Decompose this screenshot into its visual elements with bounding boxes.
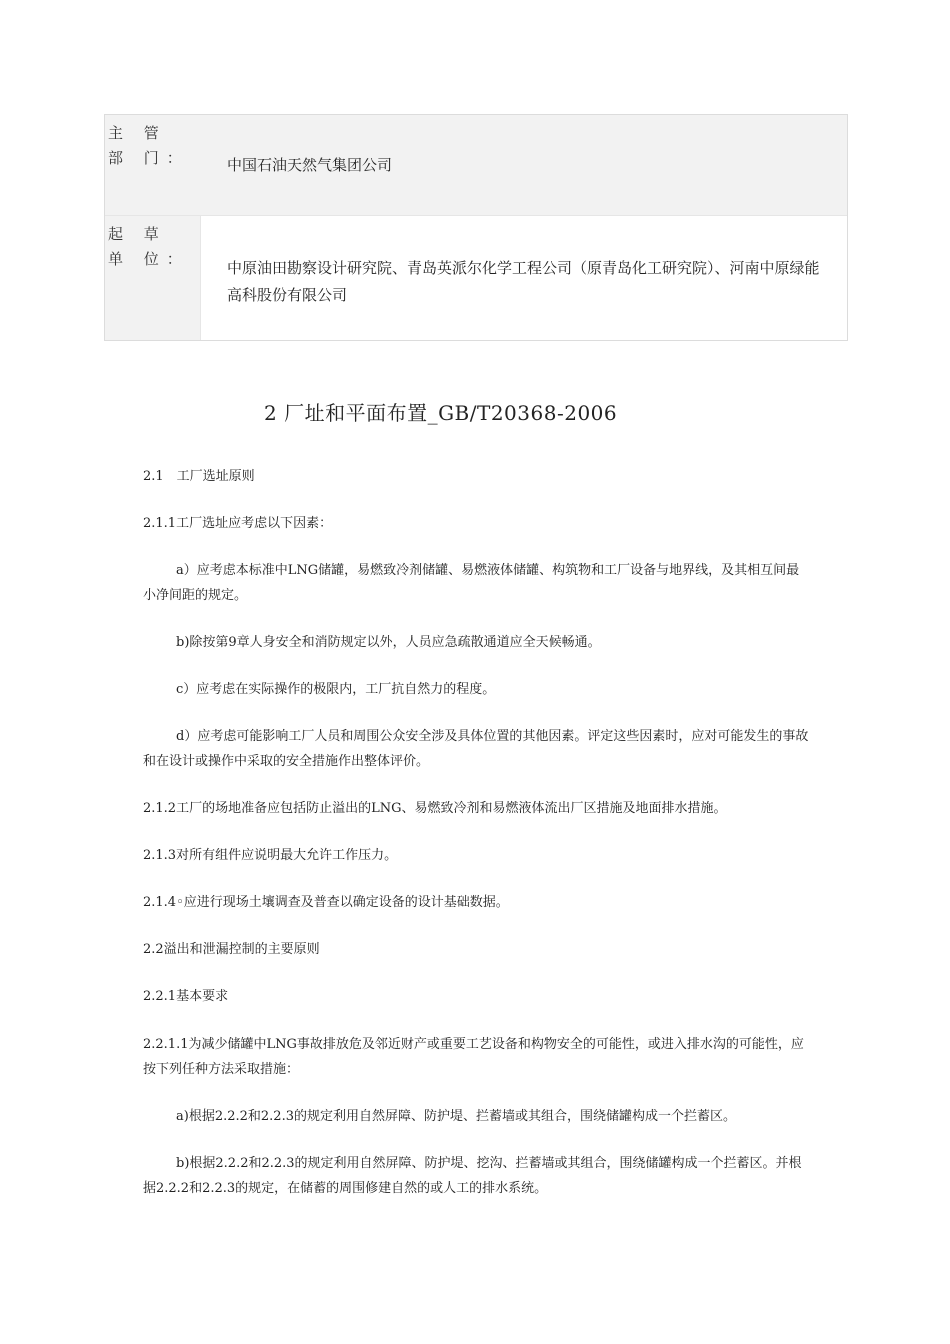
info-table [104, 114, 848, 341]
list-item-paragraph: a)根据2.2.2和2.2.3的规定利用自然屏障、防护堤、拦蓄墙或其组合，围绕储罐构成一个拦蓄区。 [176, 1109, 736, 1124]
clause-paragraph: 2.1.4◦应进行现场土壤调查及普查以确定设备的设计基础数据。 [143, 895, 509, 910]
drafter-value: 中原油田勘察设计研究院、青岛英派尔化学工程公司（原青岛化工研究院）、河南中原绿能高科股份有限公司 [227, 259, 820, 304]
list-item-paragraph: d）应考虑可能影响工厂人员和周围公众安全涉及具体位置的其他因素。评定这些因素时，应对可能发生的事故和在设计或操作中采取的安全措施作出整体评价。 [143, 729, 809, 769]
list-item-paragraph: b)除按第9章人身安全和消防规定以外，人员应急疏散通道应全天候畅通。 [176, 635, 601, 650]
clause-paragraph: 2.1.3对所有组件应说明最大允许工作压力。 [143, 848, 398, 863]
clause-paragraph: 2.2.1基本要求 [143, 989, 229, 1004]
department-value: 中国石油天然气集团公司 [227, 155, 393, 174]
clause-paragraph: 2.1.2工厂的场地准备应包括防止溢出的LNG、易燃致冷剂和易燃液体流出厂区措施及地面排水措施。 [143, 801, 727, 816]
section-heading: 2.1 工厂选址原则 [143, 469, 255, 484]
list-item-paragraph: b)根据2.2.2和2.2.3的规定利用自然屏障、防护堤、挖沟、拦蓄墙或其组合，围绕储罐构成一个拦蓄区。并根据2.2.2和2.2.3的规定，在储蓄的周围修建自然的或人工的排水系统。 [143, 1156, 802, 1196]
department-label: 主 管 部 门： [105, 115, 201, 215]
document-title: 2 厂址和平面布置_GB/T20368-2006 [264, 401, 618, 425]
clause-paragraph: 2.1.1工厂选址应考虑以下因素： [143, 516, 333, 531]
list-item-paragraph: a）应考虑本标准中LNG储罐，易燃致冷剂储罐、易燃液体储罐、构筑物和工厂设备与地界线，及其相互间最小净间距的规定。 [143, 563, 800, 603]
section-heading: 2.2溢出和泄漏控制的主要原则 [143, 942, 320, 957]
info-row-department [105, 115, 847, 215]
list-item-paragraph: c）应考虑在实际操作的极限内，工厂抗自然力的程度。 [176, 682, 496, 697]
info-row-drafter [105, 215, 847, 340]
drafter-label: 起 草 单 位： [105, 216, 201, 340]
clause-paragraph: 2.2.1.1为减少储罐中LNG事故排放危及邻近财产或重要工艺设备和构物安全的可能性，或进入排水沟的可能性，应按下列任种方法采取措施： [143, 1037, 804, 1077]
